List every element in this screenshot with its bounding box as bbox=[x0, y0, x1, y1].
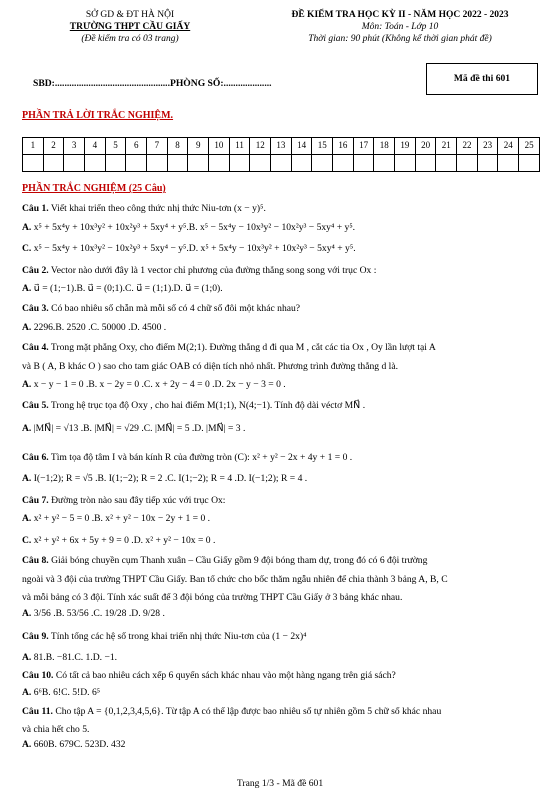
question-label: Câu 3. bbox=[22, 303, 49, 314]
question-5 bbox=[22, 400, 542, 412]
question-text: Tính tổng các hệ số trong khai triển nhị thức Niu-tơn của (1 − 2x)⁴ bbox=[50, 631, 307, 642]
question-text: Tìm tọa độ tâm I và bán kính R của đường tròn (C): x² + y² − 2x + 4y + 1 = 0 . bbox=[50, 452, 353, 463]
answer-number-cell: 19 bbox=[395, 138, 416, 155]
answer-blank-cell bbox=[250, 155, 271, 172]
question-6 bbox=[22, 452, 542, 464]
question-7 bbox=[22, 495, 542, 507]
question-text: Có bao nhiêu số chẵn mà mỗi số có 4 chữ số đôi một khác nhau? bbox=[51, 303, 301, 314]
answer-blank-cell bbox=[312, 155, 333, 172]
page-footer: Trang 1/3 - Mã đề 601 bbox=[236, 778, 324, 789]
question-3 bbox=[22, 303, 542, 315]
answer-number-cell: 25 bbox=[519, 138, 540, 155]
question-2 bbox=[22, 265, 542, 277]
question-text: Trong hệ trục tọa độ Oxy , cho hai điểm M(1;1), N(4;−1). Tính độ dài véctơ MN⃗ . bbox=[50, 400, 366, 411]
option-row: C. x² + y² + 6x + 5y + 9 = 0 .D. x² + y² − 10x = 0 . bbox=[22, 535, 216, 546]
answer-blank-cell bbox=[271, 155, 292, 172]
question-label: Câu 1. bbox=[22, 203, 49, 214]
question-label: Câu 10. bbox=[22, 670, 54, 681]
question-text: Giải bóng chuyền cụm Thanh xuân – Cầu Giấy gồm 9 đội bóng tham dự, trong đó có 6 đội trường bbox=[51, 555, 428, 566]
option-row: A. 2296.B. 2520 .C. 50000 .D. 4500 . bbox=[22, 322, 167, 333]
answer-number-row bbox=[23, 138, 540, 155]
option-row: A. u⃗ = (1;−1).B. u⃗ = (0;1).C. u⃗ = (1;1).D. u⃗ = (1;0). bbox=[22, 283, 223, 294]
question-text-continued: và B ( A, B khác O ) sao cho tam giác OAB có diện tích nhỏ nhất. Phương trình đường thẳng d là. bbox=[22, 361, 398, 372]
question-text-continued: ngoài và 3 đội của trường THPT Cầu Giấy. Ban tổ chức cho bốc thăm ngẫu nhiên để chia thành 3 bảng A, B, C bbox=[22, 574, 448, 585]
answer-number-cell: 2 bbox=[43, 138, 64, 155]
exam-code-box: Mã đề thi 601 bbox=[426, 63, 538, 95]
question-label: Câu 8. bbox=[22, 555, 49, 566]
option-row: A. |MN⃗| = √13 .B. |MN⃗| = √29 .C. |MN⃗| = 5 .D. |MN⃗| = 3 . bbox=[22, 423, 246, 434]
time-note: Thời gian: 90 phút (Không kể thời gian phát đề) bbox=[308, 33, 492, 44]
answer-section-title: PHẦN TRẢ LỜI TRẮC NGHIỆM. bbox=[22, 110, 174, 121]
answer-blank-cell bbox=[353, 155, 374, 172]
answer-grid bbox=[22, 137, 540, 172]
answer-blank-row bbox=[23, 155, 540, 172]
question-text-continued: và mỗi bảng có 3 đội. Tính xác suất để 3 đội bóng của trường THPT Cầu Giấy ở 3 bảng khác nhau. bbox=[22, 592, 403, 603]
answer-blank-cell bbox=[395, 155, 416, 172]
question-4 bbox=[22, 342, 542, 354]
answer-number-cell: 1 bbox=[23, 138, 44, 155]
answer-blank-cell bbox=[43, 155, 64, 172]
question-label: Câu 6. bbox=[22, 452, 49, 463]
question-text: Vector nào dưới đây là 1 vector chỉ phương của đường thẳng song song với trục Ox : bbox=[50, 265, 377, 276]
answer-number-cell: 22 bbox=[457, 138, 478, 155]
header-right bbox=[255, 10, 545, 46]
question-1 bbox=[22, 203, 542, 215]
answer-number-cell: 5 bbox=[105, 138, 126, 155]
answer-blank-cell bbox=[126, 155, 147, 172]
pages-note: (Đề kiểm tra có 03 trang) bbox=[81, 33, 179, 44]
answer-blank-cell bbox=[64, 155, 85, 172]
question-text: Đường tròn nào sau đây tiếp xúc với trục Ox: bbox=[51, 495, 226, 506]
option-row: A. x² + y² − 5 = 0 .B. x² + y² − 10x − 2y + 1 = 0 . bbox=[22, 513, 211, 524]
answer-number-cell: 6 bbox=[126, 138, 147, 155]
answer-number-cell: 3 bbox=[64, 138, 85, 155]
question-label: Câu 7. bbox=[22, 495, 49, 506]
answer-blank-cell bbox=[477, 155, 498, 172]
question-label: Câu 5. bbox=[22, 400, 49, 411]
answer-blank-cell bbox=[188, 155, 209, 172]
answer-blank-cell bbox=[333, 155, 354, 172]
answer-number-cell: 23 bbox=[477, 138, 498, 155]
answer-number-cell: 16 bbox=[333, 138, 354, 155]
question-8 bbox=[22, 555, 542, 567]
answer-number-cell: 12 bbox=[250, 138, 271, 155]
option-row: A. 81.B. −81.C. 1.D. −1. bbox=[22, 652, 118, 663]
answer-blank-cell bbox=[147, 155, 168, 172]
answer-blank-cell bbox=[105, 155, 126, 172]
answer-blank-cell bbox=[519, 155, 540, 172]
option-row: A. 3/56 .B. 53/56 .C. 19/28 .D. 9/28 . bbox=[22, 608, 165, 619]
answer-number-cell: 11 bbox=[229, 138, 250, 155]
answer-number-cell: 18 bbox=[374, 138, 395, 155]
answer-blank-cell bbox=[498, 155, 519, 172]
answer-blank-cell bbox=[23, 155, 44, 172]
answer-blank-cell bbox=[167, 155, 188, 172]
subject: Môn: Toán - Lớp 10 bbox=[361, 21, 439, 32]
question-text-continued: và chia hết cho 5. bbox=[22, 724, 90, 735]
answer-blank-cell bbox=[85, 155, 106, 172]
answer-number-cell: 15 bbox=[312, 138, 333, 155]
option-row: C. x⁵ − 5x⁴y + 10x³y² − 10x²y³ + 5xy⁴ − y⁵.D. x⁵ + 5x⁴y − 10x³y² + 10x²y³ − 5xy⁴ + y⁵. bbox=[22, 243, 356, 254]
answer-number-cell: 24 bbox=[498, 138, 519, 155]
question-label: Câu 11. bbox=[22, 706, 53, 717]
question-label: Câu 4. bbox=[22, 342, 49, 353]
answer-number-cell: 7 bbox=[147, 138, 168, 155]
option-row: A. 6⁶B. 6!C. 5!D. 6⁵ bbox=[22, 687, 101, 698]
exam-title: ĐỀ KIỂM TRA HỌC KỲ II - NĂM HỌC 2022 - 2023 bbox=[291, 10, 509, 20]
answer-number-cell: 4 bbox=[85, 138, 106, 155]
option-row: A. I(−1;2); R = √5 .B. I(1;−2); R = 2 .C. I(1;−2); R = 4 .D. I(−1;2); R = 4 . bbox=[22, 473, 308, 484]
mc-section-title: PHẦN TRẮC NGHIỆM (25 Câu) bbox=[22, 183, 166, 194]
option-row: A. x⁵ + 5x⁴y + 10x³y² + 10x²y³ + 5xy⁴ + y⁵.B. x⁵ − 5x⁴y − 10x³y² − 10x²y³ − 5xy⁴ + y⁵. bbox=[22, 222, 356, 233]
answer-number-cell: 14 bbox=[291, 138, 312, 155]
answer-number-cell: 13 bbox=[271, 138, 292, 155]
answer-number-cell: 21 bbox=[436, 138, 457, 155]
school-name: TRƯỜNG THPT CẦU GIẤY bbox=[69, 21, 191, 32]
option-row: A. x − y − 1 = 0 .B. x − 2y = 0 .C. x + 2y − 4 = 0 .D. 2x − y − 3 = 0 . bbox=[22, 379, 286, 390]
answer-blank-cell bbox=[436, 155, 457, 172]
question-text: Cho tập A = {0,1,2,3,4,5,6}. Từ tập A có thể lập được bao nhiêu số tự nhiên gồm 5 chữ số khác nhau bbox=[55, 706, 442, 717]
question-11 bbox=[22, 706, 542, 718]
answer-blank-cell bbox=[229, 155, 250, 172]
answer-number-cell: 9 bbox=[188, 138, 209, 155]
question-9 bbox=[22, 631, 542, 643]
answer-number-cell: 8 bbox=[167, 138, 188, 155]
header-left bbox=[30, 10, 230, 46]
question-label: Câu 9. bbox=[22, 631, 49, 642]
answer-blank-cell bbox=[415, 155, 436, 172]
question-text: Có tất cả bao nhiêu cách xếp 6 quyển sách khác nhau vào một hàng ngang trên giá sách? bbox=[55, 670, 396, 681]
question-label: Câu 2. bbox=[22, 265, 49, 276]
question-10 bbox=[22, 670, 542, 682]
dept-name: SỞ GD & ĐT HÀ NỘI bbox=[85, 10, 175, 20]
option-row: A. 660B. 679C. 523D. 432 bbox=[22, 739, 126, 750]
answer-number-cell: 20 bbox=[415, 138, 436, 155]
answer-blank-cell bbox=[374, 155, 395, 172]
question-text: Trong mặt phẳng Oxy, cho điểm M(2;1). Đường thẳng d đi qua M , cắt các tia Ox , Oy lần lượt tại A bbox=[50, 342, 436, 353]
question-text: Viết khai triển theo công thức nhị thức Niu-tơn (x − y)⁵. bbox=[50, 203, 266, 214]
sbd-line: SBD:................................................PHÒNG SỐ:.................... bbox=[33, 78, 272, 89]
answer-blank-cell bbox=[291, 155, 312, 172]
answer-number-cell: 10 bbox=[209, 138, 230, 155]
answer-blank-cell bbox=[457, 155, 478, 172]
answer-blank-cell bbox=[209, 155, 230, 172]
answer-number-cell: 17 bbox=[353, 138, 374, 155]
